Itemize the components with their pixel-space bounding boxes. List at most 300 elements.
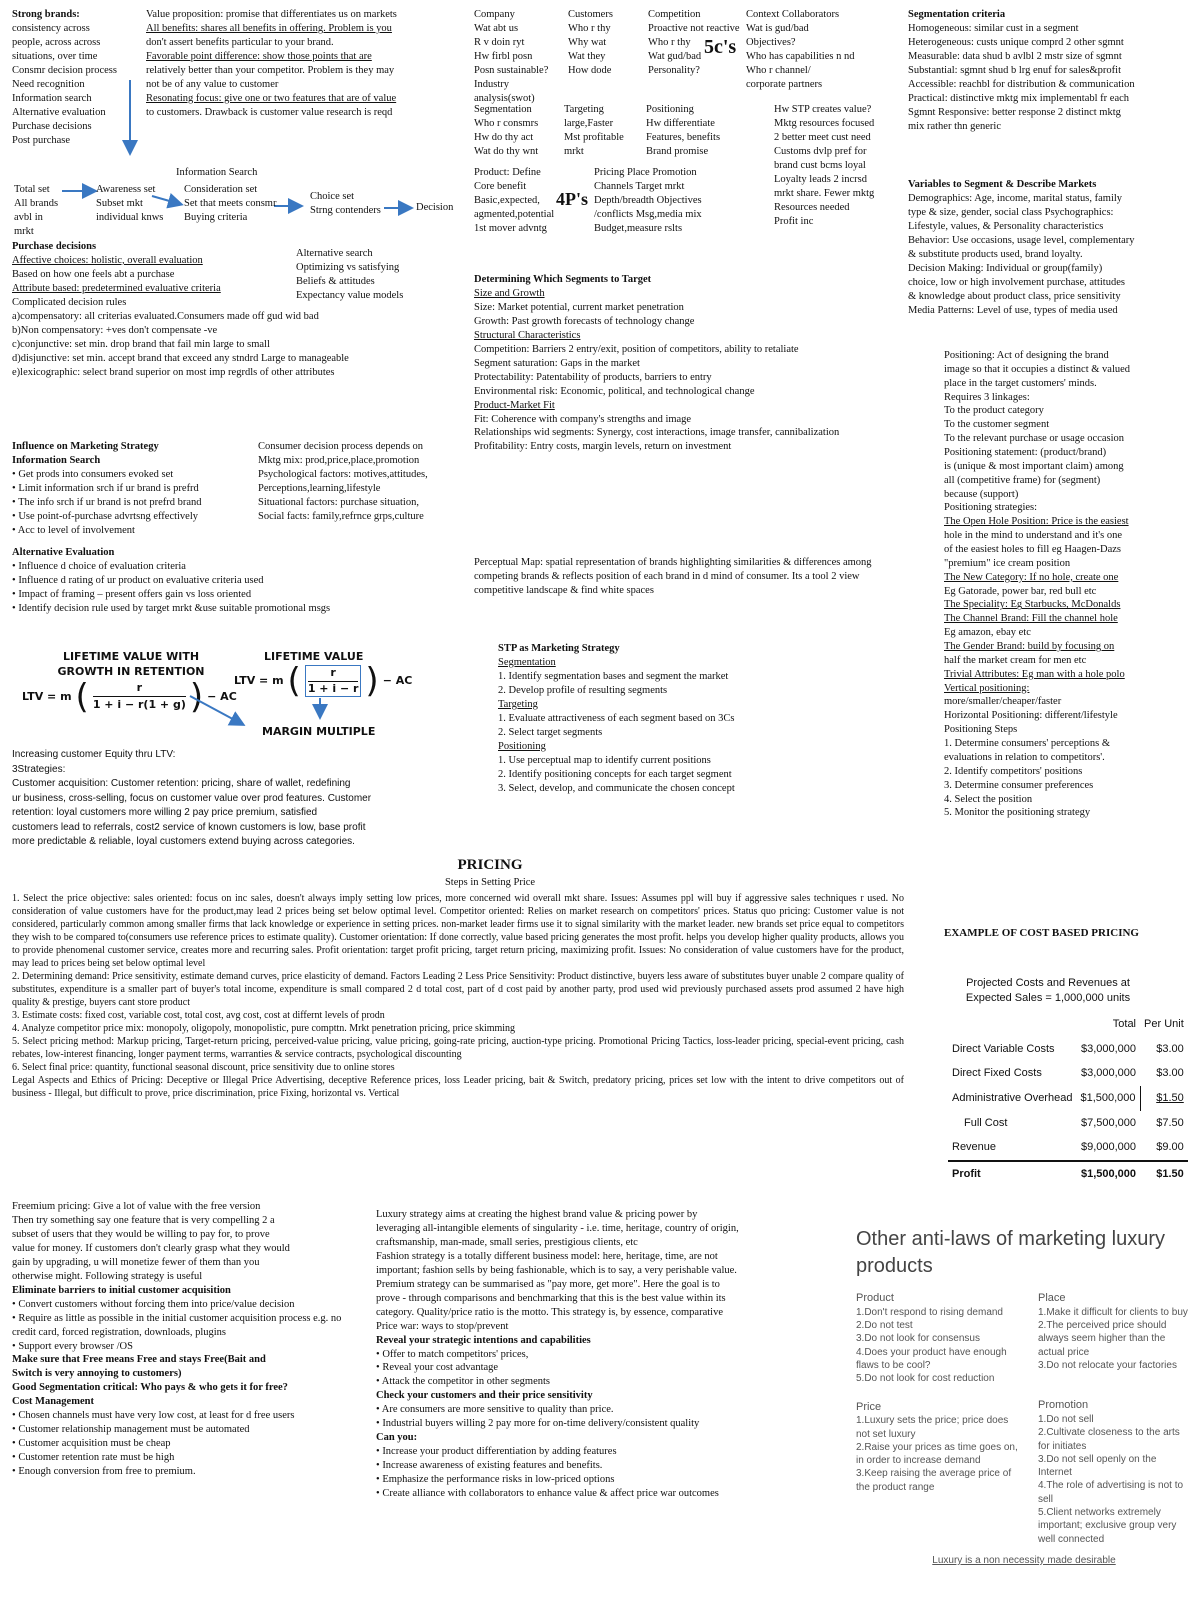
pricing-subtitle: Steps in Setting Price: [444, 877, 536, 888]
cost-total: $9,000,000: [1080, 1141, 1137, 1154]
pricing-step: 5. Select pricing method: Markup pricing, Target-return pricing, perceived-value pricing, value pricing, going-rate pricing, auction-type pricing. Promotional Pricing Tactics, loss-leader pricing, special-event pricing, cash rebates, low-interest financing, longer payment terms, warranties & service contracts, psychological discounting: [12, 1036, 904, 1060]
equity-line: retention: loyal customers more willing 2 pay price premium, satisfied: [12, 807, 318, 818]
cost-per-unit: $1.50: [1156, 1091, 1184, 1104]
freemium-line: Good Segmentation critical: Who pays & who gets it for free?: [12, 1382, 288, 1394]
table-row: [948, 1161, 1188, 1187]
segments-line: Structural Characteristics: [474, 329, 581, 341]
anti-law-item: 1.Do not sell: [1038, 1413, 1094, 1425]
stp-cell: Hw differentiate: [646, 117, 715, 129]
alt-line: Beliefs & attitudes: [296, 275, 375, 287]
five-c-cell: Hw firbl posn: [474, 50, 533, 62]
freemium-bullet: • Customer relationship management must be automated: [12, 1423, 364, 1437]
luxury-bullet: • Increase your product differentiation by adding features: [376, 1445, 836, 1459]
luxury-line: Can you:: [376, 1432, 418, 1444]
positioning-line: 3. Determine consumer preferences: [944, 779, 1094, 791]
cost-label: Direct Variable Costs: [952, 1042, 1055, 1055]
ltv-label-line: LIFETIME VALUE WITH: [62, 650, 200, 663]
numerator: r: [330, 665, 336, 679]
segments-line: Determining Which Segments to Target: [474, 274, 652, 285]
five-c-cell: Who has capabilities n nd: [746, 50, 855, 62]
positioning-line: Requires 3 linkages:: [944, 391, 1030, 403]
five-c-cell: Personality?: [648, 64, 700, 76]
anti-law-item: 3.Keep raising the average price of the product range: [856, 1468, 1012, 1493]
strong-brands-line: situations, over time: [12, 50, 98, 62]
info-line: All brands: [14, 197, 59, 209]
table-row: [948, 1135, 1188, 1161]
positioning-line: 1. Determine consumers' perceptions &: [944, 738, 1111, 750]
five-c-cell: Who r thy: [648, 36, 691, 48]
anti-law-item: 5.Client networks extremely important; exclusive group very well connected: [1038, 1507, 1177, 1545]
anti-laws-footer: Luxury is a non necessity made desirable: [932, 1554, 1116, 1566]
luxury-line: category. Quality/price ratio is the motto. This strategy is, by essence, comparative: [376, 1306, 723, 1318]
stp-strategy-line: 1. Evaluate attractiveness of each segment based on 3Cs: [498, 712, 735, 724]
table-row: [948, 1061, 1188, 1086]
depends-line: Perceptions,learning,lifestyle: [258, 482, 381, 494]
positioning-line: The New Category: If no hole, create one: [944, 571, 1119, 583]
equity-line: Increasing customer Equity thru LTV:: [12, 749, 176, 760]
cost-per-unit: $1.50: [1156, 1167, 1184, 1180]
anti-laws-right: [1038, 1285, 1190, 1546]
cost-header: Per Unit: [1144, 1018, 1184, 1030]
cost-header: Total: [1112, 1018, 1137, 1030]
segments-line: Environmental risk: Economic, political, and technological change: [474, 385, 755, 397]
positioning-line: more/smaller/cheaper/faster: [944, 696, 1062, 708]
cost-example-title: EXAMPLE OF COST BASED PRICING: [944, 927, 1139, 939]
four-p-cell: Depth/breadth Objectives: [594, 194, 702, 206]
positioning-line: The Channel Brand: Fill the channel hole: [944, 613, 1118, 625]
four-ps-heading: 4P's: [556, 189, 589, 209]
stp-cell: Hw do thy act: [474, 131, 534, 143]
stp-cell: Wat do thy wnt: [474, 145, 539, 157]
cost-label: Profit: [952, 1167, 981, 1180]
equity-line: Customer acquisition: Customer retention: pricing, share of wallet, redefining: [12, 778, 351, 789]
positioning-line: Positioning: Act of designing the brand: [944, 350, 1109, 361]
cost-total: $1,500,000: [1076, 1086, 1140, 1111]
segments-line: Size and Growth: [474, 287, 545, 299]
cost-label: Administrative Overhead: [952, 1091, 1073, 1104]
purchase-line: Purchase decisions: [12, 241, 97, 252]
alt-evaluation-title: Alternative Evaluation: [12, 547, 115, 558]
segments-line: Protectability: Patentability of products, barriers to entry: [474, 371, 712, 383]
positioning-line: 4. Select the position: [944, 793, 1033, 805]
pricing-step: Legal Aspects and Ethics of Pricing: Deceptive or Illegal Price Advertising, deceptive Reference prices, loss Leader pricing, bait & Switch, predatory pricing, prices set low with the intent to drive competitors out of business - Illegal, but difficult to prove, price discrimination, price Fixing, horizontal vs. Vertical: [12, 1075, 904, 1099]
value-prop-line: All benefits: shares all benefits in offering. Problem is you: [146, 22, 392, 34]
stp-strategy-line: STP as Marketing Strategy: [498, 643, 620, 654]
alt-eval-bullet: • Influence d rating of ur product on evaluative criteria used: [12, 574, 452, 588]
stp-value-line: brand cust bcms loyal: [774, 159, 866, 171]
variables-line: type & size, gender, social class Psychographics:: [908, 206, 1114, 218]
freemium-line: otherwise might. Following strategy is useful: [12, 1270, 203, 1282]
stp-value-line: Mktg resources focused: [774, 117, 875, 129]
info-search-title: Information Search: [176, 167, 258, 178]
positioning-line: place in the target customers' minds.: [944, 377, 1097, 389]
anti-law-item: 3.Do not look for consensus: [856, 1333, 980, 1345]
stp-value-block: [774, 103, 894, 229]
influence-block: [12, 440, 256, 538]
five-c-cell: Why wat: [568, 36, 607, 48]
customer-equity-block: [12, 748, 452, 850]
purchase-line: Complicated decision rules: [12, 296, 127, 308]
anti-law-item: 1.Luxury sets the price; price does not set luxury: [856, 1415, 1009, 1440]
ltv-label: LIFETIME VALUE: [264, 650, 364, 663]
stp-cell: Brand promise: [646, 145, 709, 157]
numerator: r: [136, 681, 143, 695]
freemium-bullet: • Customer retention rate must be high: [12, 1451, 364, 1465]
stp-value-line: Resources needed: [774, 201, 850, 213]
decision-step: Information search: [12, 92, 92, 104]
cost-table-title-line: Projected Costs and Revenues at: [966, 977, 1130, 989]
variables-line: Media Patterns: Level of use, types of media used: [908, 304, 1118, 316]
positioning-line: because (support): [944, 488, 1019, 500]
anti-law-item: 2.Cultivate closeness to the arts for initiates: [1038, 1427, 1180, 1452]
five-c-cell: Wat abt us: [474, 22, 519, 34]
info-awareness-set: [96, 183, 178, 225]
segmentation-criteria-block: [908, 8, 1196, 134]
alt-line: Alternative search: [296, 248, 373, 259]
value-prop-line: don't assert benefits particular to your brand.: [146, 36, 334, 48]
anti-law-item: 1.Don't respond to rising demand: [856, 1306, 1003, 1318]
value-prop-line: Value proposition: promise that differentiates us on markets: [146, 9, 397, 20]
paren-right: ): [189, 677, 204, 717]
positioning-line: Vertical positioning:: [944, 682, 1030, 694]
positioning-line: The Speciality: Eg Starbucks, McDonalds: [944, 599, 1121, 611]
variables-line: Demographics: Age, income, marital status, family: [908, 192, 1123, 204]
variables-line: Variables to Segment & Describe Markets: [908, 179, 1097, 190]
positioning-line: evaluations in relation to competitors'.: [944, 751, 1105, 763]
anti-laws-heading: Price: [856, 1400, 882, 1413]
formula-part: LTV = m: [22, 689, 72, 703]
freemium-line: Make sure that Free means Free and stays Free(Bait and: [12, 1354, 266, 1366]
denominator: 1 + i − r(1 + g): [92, 698, 186, 711]
info-line: avbl in mrkt: [14, 211, 43, 237]
anti-law-item: 4.Does your product have enough flaws to be cool?: [856, 1346, 1007, 1371]
five-c-cell: Wat they: [568, 50, 606, 62]
luxury-line: leveraging all-intangible elements of singularity - i.e. time, heritage, country of origin,: [376, 1222, 739, 1234]
margin-multiple-label: MARGIN MULTIPLE: [262, 725, 376, 738]
stp-grid: [474, 103, 774, 159]
cost-label: Revenue: [952, 1141, 997, 1154]
four-p-cell: Channels Target mrkt: [594, 180, 685, 192]
influence-bullet: • Use point-of-purchase advrtsng effectively: [12, 510, 256, 524]
purchase-line: Based on how one feels abt a purchase: [12, 268, 175, 280]
freemium-bullet: • Convert customers without forcing them into price/value decision: [12, 1298, 364, 1312]
luxury-line: important; fashion sells by being fashionable, which is to say, a very perishable value.: [376, 1264, 737, 1276]
luxury-line: Price war: ways to stop/prevent: [376, 1320, 509, 1332]
anti-law-item: 3.Do not sell openly on the Internet: [1038, 1453, 1157, 1479]
formula-part: LTV = m: [234, 673, 284, 687]
positioning-line: Positioning strategies:: [944, 502, 1038, 514]
paren-right: ): [365, 661, 379, 701]
variables-line: Behavior: Use occasions, usage level, complementary: [908, 234, 1135, 246]
luxury-line: Premium strategy can be summarised as "pay more, get more". Here the goal is to: [376, 1278, 720, 1290]
pricing-step: 3. Estimate costs: fixed cost, variable cost, total cost, avg cost, cost at differnt levels of prodn: [12, 1010, 385, 1021]
anti-law-item: 2.Do not test: [856, 1320, 913, 1332]
criteria-line: Homogeneous: similar cust in a segment: [908, 22, 1079, 34]
five-c-cell: Objectives?: [746, 36, 796, 48]
freemium-line: Switch is very annoying to customers): [12, 1368, 182, 1380]
pricing-step: 6. Select final price: quantity, functional seasonal discount, price sensitivity due to online stores: [12, 1062, 395, 1073]
info-decision: Decision: [416, 202, 454, 213]
positioning-line: Trivial Attributes: Eg man with a hole polo: [944, 668, 1125, 680]
five-c-cell: corporate partners: [746, 78, 823, 90]
cost-label: Direct Fixed Costs: [952, 1067, 1042, 1080]
info-consideration-set: [184, 183, 294, 225]
five-c-cell: Customers: [568, 9, 613, 20]
segments-line: Profitability: Entry costs, margin levels, return on investment: [474, 441, 732, 453]
positioning-line: The Gender Brand: build by focusing on: [944, 641, 1115, 653]
decision-step: Alternative evaluation: [12, 106, 106, 118]
info-line: Choice set: [310, 191, 355, 202]
value-prop-line: to customers. Drawback is customer value research is reqd: [146, 106, 393, 118]
info-choice-set: [310, 190, 400, 218]
segments-line: Relationships wid segments: Synergy, cost interactions, image transfer, cannibalization: [474, 427, 840, 439]
positioning-block: [944, 349, 1194, 820]
positioning-line: all (competitive frame) for (segment): [944, 474, 1101, 486]
variables-line: Decision Making: Individual or group(family): [908, 262, 1103, 274]
freemium-line: subset of users that they would be willing to pay for, to prove: [12, 1228, 270, 1240]
segments-block: [474, 273, 914, 454]
depends-line: Consumer decision process depends on: [258, 441, 424, 452]
five-c-cell: Wat gud/bad: [648, 50, 702, 62]
purchase-line: Attribute based: predetermined evaluative criteria: [12, 282, 221, 294]
variables-line: & substitute products used, brand loyalty.: [908, 248, 1083, 260]
positioning-line: Horizontal Positioning: different/lifestyle: [944, 710, 1118, 722]
alt-eval-bullet: • Identify decision rule used by target mrkt &use suitable promotional msgs: [12, 602, 452, 616]
five-c-cell: Company: [474, 9, 515, 20]
segments-line: Competition: Barriers 2 entry/exit, position of competitors, ability to retaliate: [474, 343, 799, 355]
depends-line: Mktg mix: prod,price,place,promotion: [258, 454, 420, 466]
stp-strategy-line: Positioning: [498, 740, 546, 752]
purchase-line: b)Non compensatory: +ves don't compensate -ve: [12, 324, 218, 336]
ltv-growth-label: [46, 650, 216, 679]
freemium-bullet: • Require as little as possible in the initial customer acquisition process e.g. no credit card, forced registration, downloads, plugins: [12, 1312, 364, 1340]
stp-cell: large,Faster: [564, 117, 614, 129]
anti-law-item: 1.Make it difficult for clients to buy: [1038, 1306, 1188, 1318]
decision-step: Consmr decision process: [12, 65, 117, 76]
stp-value-line: Hw STP creates value?: [774, 104, 872, 115]
five-c-cell: Who r thy: [568, 22, 611, 34]
freemium-bullet: • Enough conversion from free to premium.: [12, 1465, 364, 1479]
stp-strategy-line: 2. Develop profile of resulting segments: [498, 684, 668, 696]
stp-strategy-line: Targeting: [498, 698, 538, 710]
variables-line: & knowledge about product class, price sensitivity: [908, 290, 1121, 302]
formula-part: − AC: [207, 689, 237, 703]
cost-label: Full Cost: [964, 1116, 1008, 1129]
equity-line: more predictable & reliable, loyal customers extend buying across categories.: [12, 836, 355, 847]
freemium-line: Cost Management: [12, 1396, 94, 1408]
luxury-strategy-block: [376, 1208, 836, 1501]
pricing-steps: [12, 892, 904, 1100]
five-cs-heading: 5c's: [704, 36, 737, 58]
alt-eval-bullet: • Influence d choice of evaluation criteria: [12, 560, 452, 574]
four-p-cell: Pricing Place Promotion: [594, 167, 697, 178]
positioning-line: "premium" ice cream position: [944, 557, 1071, 569]
down-right-arrow-icon: [190, 696, 242, 724]
luxury-line: Fashion strategy is a totally different business model: here, heritage, time, are not: [376, 1250, 718, 1262]
purchase-line: Affective choices: holistic, overall evaluation: [12, 254, 203, 266]
stp-cell: Features, benefits: [646, 131, 721, 143]
table-row: [948, 1086, 1188, 1111]
luxury-bullet: • Create alliance with collaborators to enhance value & affect price war outcomes: [376, 1487, 836, 1501]
criteria-line: Substantial: sgmnt shud b lrg enuf for sales&profit: [908, 64, 1121, 76]
table-row: [948, 1037, 1188, 1062]
info-line: Buying criteria: [184, 211, 248, 223]
five-c-cell: [568, 78, 646, 106]
influence-bullet: • Acc to level of involvement: [12, 524, 256, 538]
decision-step: Purchase decisions: [12, 120, 92, 132]
equity-line: customers lead to referrals, cost2 service of known customers is low, base profit: [12, 821, 366, 833]
four-p-cell: Product: Define: [474, 167, 541, 178]
four-p-cell: Basic,expected,: [474, 194, 540, 206]
formula-part: − AC: [382, 673, 413, 687]
stp-strategy-line: 3. Select, develop, and communicate the chosen concept: [498, 782, 735, 794]
influence-title: Influence on Marketing Strategy: [12, 441, 159, 452]
influence-bullet: • Limit information srch if ur brand is prefrd: [12, 482, 256, 496]
anti-laws-left: [856, 1285, 1024, 1546]
luxury-bullet: • Reveal your cost advantage: [376, 1361, 836, 1375]
anti-laws-heading: Product: [856, 1292, 894, 1305]
four-p-cell: 1st mover advntg: [474, 222, 547, 234]
cost-per-unit: $9.00: [1156, 1141, 1184, 1154]
five-c-cell: Industry analysis(swot): [474, 78, 535, 104]
cost-total: $3,000,000: [1080, 1042, 1137, 1055]
info-line: individual knws: [96, 211, 164, 223]
four-ps-grid: [474, 166, 772, 236]
anti-laws-heading: Place: [1038, 1292, 1066, 1305]
five-c-cell: Wat is gud/bad: [746, 22, 809, 34]
info-total-set: [14, 183, 64, 239]
variables-line: Lifestyle, values, & Personality characteristics: [908, 220, 1104, 232]
criteria-line: Measurable: data shud b avlbl 2 mstr size of sgmnt: [908, 50, 1122, 62]
criteria-line: Heterogeneous: custs unique comprd 2 other sgmnt: [908, 36, 1124, 48]
positioning-line: 5. Monitor the positioning strategy: [944, 807, 1091, 819]
purchase-line: c)conjunctive: set min. drop brand that fail min large to small: [12, 338, 270, 350]
segments-line: Growth: Past growth forecasts of technology change: [474, 315, 695, 327]
info-line: Total set: [14, 184, 50, 195]
anti-law-item: 4.The role of advertising is not to sell: [1038, 1480, 1184, 1505]
alternative-search-block: [296, 247, 456, 303]
positioning-line: image so that it occupies a distinct & valued: [944, 363, 1131, 375]
four-p-cell: Core benefit: [474, 180, 527, 192]
freemium-line: Then try something say one feature that is very compelling 2 a: [12, 1214, 275, 1226]
influence-bullet: • The info srch if ur brand is not prefrd brand: [12, 496, 256, 510]
luxury-bullet: • Attack the competitor in other segments: [376, 1375, 836, 1389]
stp-value-line: Profit inc: [774, 215, 814, 227]
segments-line: Fit: Coherence with company's strengths and image: [474, 413, 692, 425]
positioning-line: Positioning Steps: [944, 724, 1018, 736]
ltv-label-line: GROWTH IN RETENTION: [57, 664, 205, 678]
stp-value-line: mrkt share. Fewer mktg: [774, 187, 875, 199]
luxury-line: prove - through comparisons and benchmarking that this is the best value within its: [376, 1292, 726, 1304]
positioning-line: To the product category: [944, 405, 1044, 417]
criteria-line: Sgmnt Responsive: better response 2 distinct mktg: [908, 106, 1121, 118]
luxury-line: Reveal your strategic intentions and capabilities: [376, 1334, 591, 1346]
stp-cell: mrkt: [564, 145, 584, 157]
info-line: Consideration set: [184, 184, 258, 195]
five-c-cell: Posn sustainable?: [474, 64, 549, 76]
decision-step: Post purchase: [12, 134, 71, 146]
value-prop-line: not be of any value to customer: [146, 78, 279, 90]
stp-cell: Positioning: [646, 104, 694, 115]
stp-strategy-line: 2. Identify positioning concepts for each target segment: [498, 768, 732, 780]
alt-evaluation-block: [12, 546, 452, 616]
pricing-step: 1. Select the price objective: sales oriented: focus on inc sales, doesn't always imply setting low prices, more concerned wid overall mkt share. Issues: Assumes ppl will buy if aggressive sales techniques r used. No consideration of value customers have for the product,may lead 2 prices being set below optimal level. Competitor oriented: Relies on market research on competitors' prices. Status quo pricing: Customer value is not considered, particularly common among smaller firms that lack knowledge or experience in setting prices. non-market leader firms use it to signal similarity with the market leader. new brands set price equal to competitors they wish to be compared to(consumers use reference prices to estimate quality). Customer orientation: If done correctly, value based pricing generates the most profit. helps you develop higher quality products, allows you to provide phenomenal customer service, creates more and recurring sales. Profit orientation: target profit pricing, target return pricing, maximizing profit. Issues: No consideration of value customers have for the product, may lead to prices being set below optimal level: [12, 893, 904, 969]
pricing-step: 2. Determining demand: Price sensitivity, estimate demand curves, price elasticity of demand. Factors Leading 2 Less Price Sensitivity: Product distinctive, buyers less aware of substitutes buyer unable 2 compare quality of substitutes, expenditure is a smaller part of buyer's total income, expenditure is small compared 2 d total cost, part of d cost paid by another party, prod used wid previously purchased assets prod assumed 2 have high quality & prestige, buyers cant store product: [12, 971, 904, 1008]
five-c-cell: Competition: [648, 9, 701, 20]
four-p-cell: agmented,potential: [474, 208, 555, 220]
luxury-line: Check your customers and their price sensitivity: [376, 1390, 593, 1402]
five-c-cell: Who r channel/: [746, 64, 811, 76]
perceptual-map-text: Perceptual Map: spatial representation of brands highlighting similarities & differences among competing brands & reflects position of each brand in d mind of consumer. Its a tool 2 view competitive landscape & find white spaces: [474, 557, 872, 596]
positioning-line: Positioning statement: (product/brand): [944, 447, 1107, 459]
pricing-title: PRICING: [457, 857, 523, 873]
info-line: Subset mkt: [96, 197, 143, 209]
four-p-cell: /conflicts Msg,media mix: [594, 208, 702, 220]
five-c-cell: Proactive not reactive: [648, 22, 740, 34]
stp-cell: Who r consmrs: [474, 117, 539, 129]
five-c-cell: R v doin ryt: [474, 36, 525, 48]
freemium-bullet: • Customer acquisition must be cheap: [12, 1437, 364, 1451]
stp-cell: Targeting: [564, 104, 604, 115]
strong-brands-line: people, across across: [12, 36, 101, 48]
cost-total: $7,500,000: [1080, 1116, 1137, 1129]
strong-brands-line: Strong brands:: [12, 9, 80, 20]
criteria-line: Accessible: reachbl for distribution & communication: [908, 78, 1135, 90]
anti-laws-heading: Promotion: [1038, 1399, 1089, 1412]
variables-block: [908, 178, 1196, 318]
positioning-line: hole in the mind to understand and it's one: [944, 530, 1123, 542]
freemium-bullet: • Support every browser /OS: [12, 1340, 364, 1354]
criteria-line: Practical: distinctive mktg mix implementabl fr each: [908, 92, 1130, 104]
stp-strategy-line: 2. Select target segments: [498, 726, 603, 738]
criteria-line: Segmentation criteria: [908, 9, 1006, 20]
value-prop-line: Favorable point difference: show those points that are: [146, 50, 372, 62]
luxury-bullet: • Offer to match competitors' prices,: [376, 1348, 836, 1362]
fraction: [93, 681, 186, 712]
cost-per-unit: $3.00: [1156, 1067, 1184, 1080]
value-prop-line: relatively better than your competitor. Problem is they may: [146, 64, 395, 76]
denominator: 1 + i − r: [307, 681, 359, 695]
freemium-line: Eliminate barriers to initial customer acquisition: [12, 1284, 231, 1296]
stp-strategy-line: Segmentation: [498, 656, 556, 668]
influence-bullet: • Get prods into consumers evoked set: [12, 468, 256, 482]
segments-line: Segment saturation: Gaps in the market: [474, 357, 640, 369]
stp-cell: Segmentation: [474, 104, 532, 115]
depends-line: Situational factors: purchase situation,: [258, 496, 419, 508]
positioning-line: Eg Gatorade, power bar, red bull etc: [944, 585, 1097, 597]
positioning-line: half the market cream for men etc: [944, 654, 1087, 666]
influence-subtitle: Information Search: [12, 454, 101, 466]
cost-table-title-line: Expected Sales = 1,000,000 units: [965, 991, 1131, 1004]
positioning-line: of the easiest holes to fill eg Haagen-Dazs: [944, 544, 1121, 556]
alt-eval-bullet: • Impact of framing – present offers gain vs loss oriented: [12, 588, 452, 602]
positioning-line: Eg amazon, ebay etc: [944, 627, 1031, 639]
anti-laws-figure: [856, 1226, 1192, 1567]
purchase-line: e)lexicographic: select brand superior on most imp regrdls of other attributes: [12, 366, 335, 378]
paren-left: (: [75, 677, 89, 717]
depends-line: Social facts: family,refrnce grps,culture: [258, 510, 424, 522]
positioning-line: is (unique & most important claim) among: [944, 460, 1124, 472]
value-prop-line: Resonating focus: give one or two features that are of value: [146, 92, 397, 104]
strong-brands-line: consistency across: [12, 22, 90, 34]
cost-total: $1,500,000: [1080, 1167, 1137, 1180]
four-p-cell: Budget,measure rslts: [594, 222, 683, 234]
stp-strategy-block: [498, 642, 878, 795]
criteria-line: mix rather thn generic: [908, 120, 1002, 132]
five-cs-grid: [474, 8, 884, 106]
info-line: Awareness set: [96, 184, 156, 195]
freemium-line: gain by upgrading, u will monetize fewer of them than you: [12, 1256, 260, 1268]
